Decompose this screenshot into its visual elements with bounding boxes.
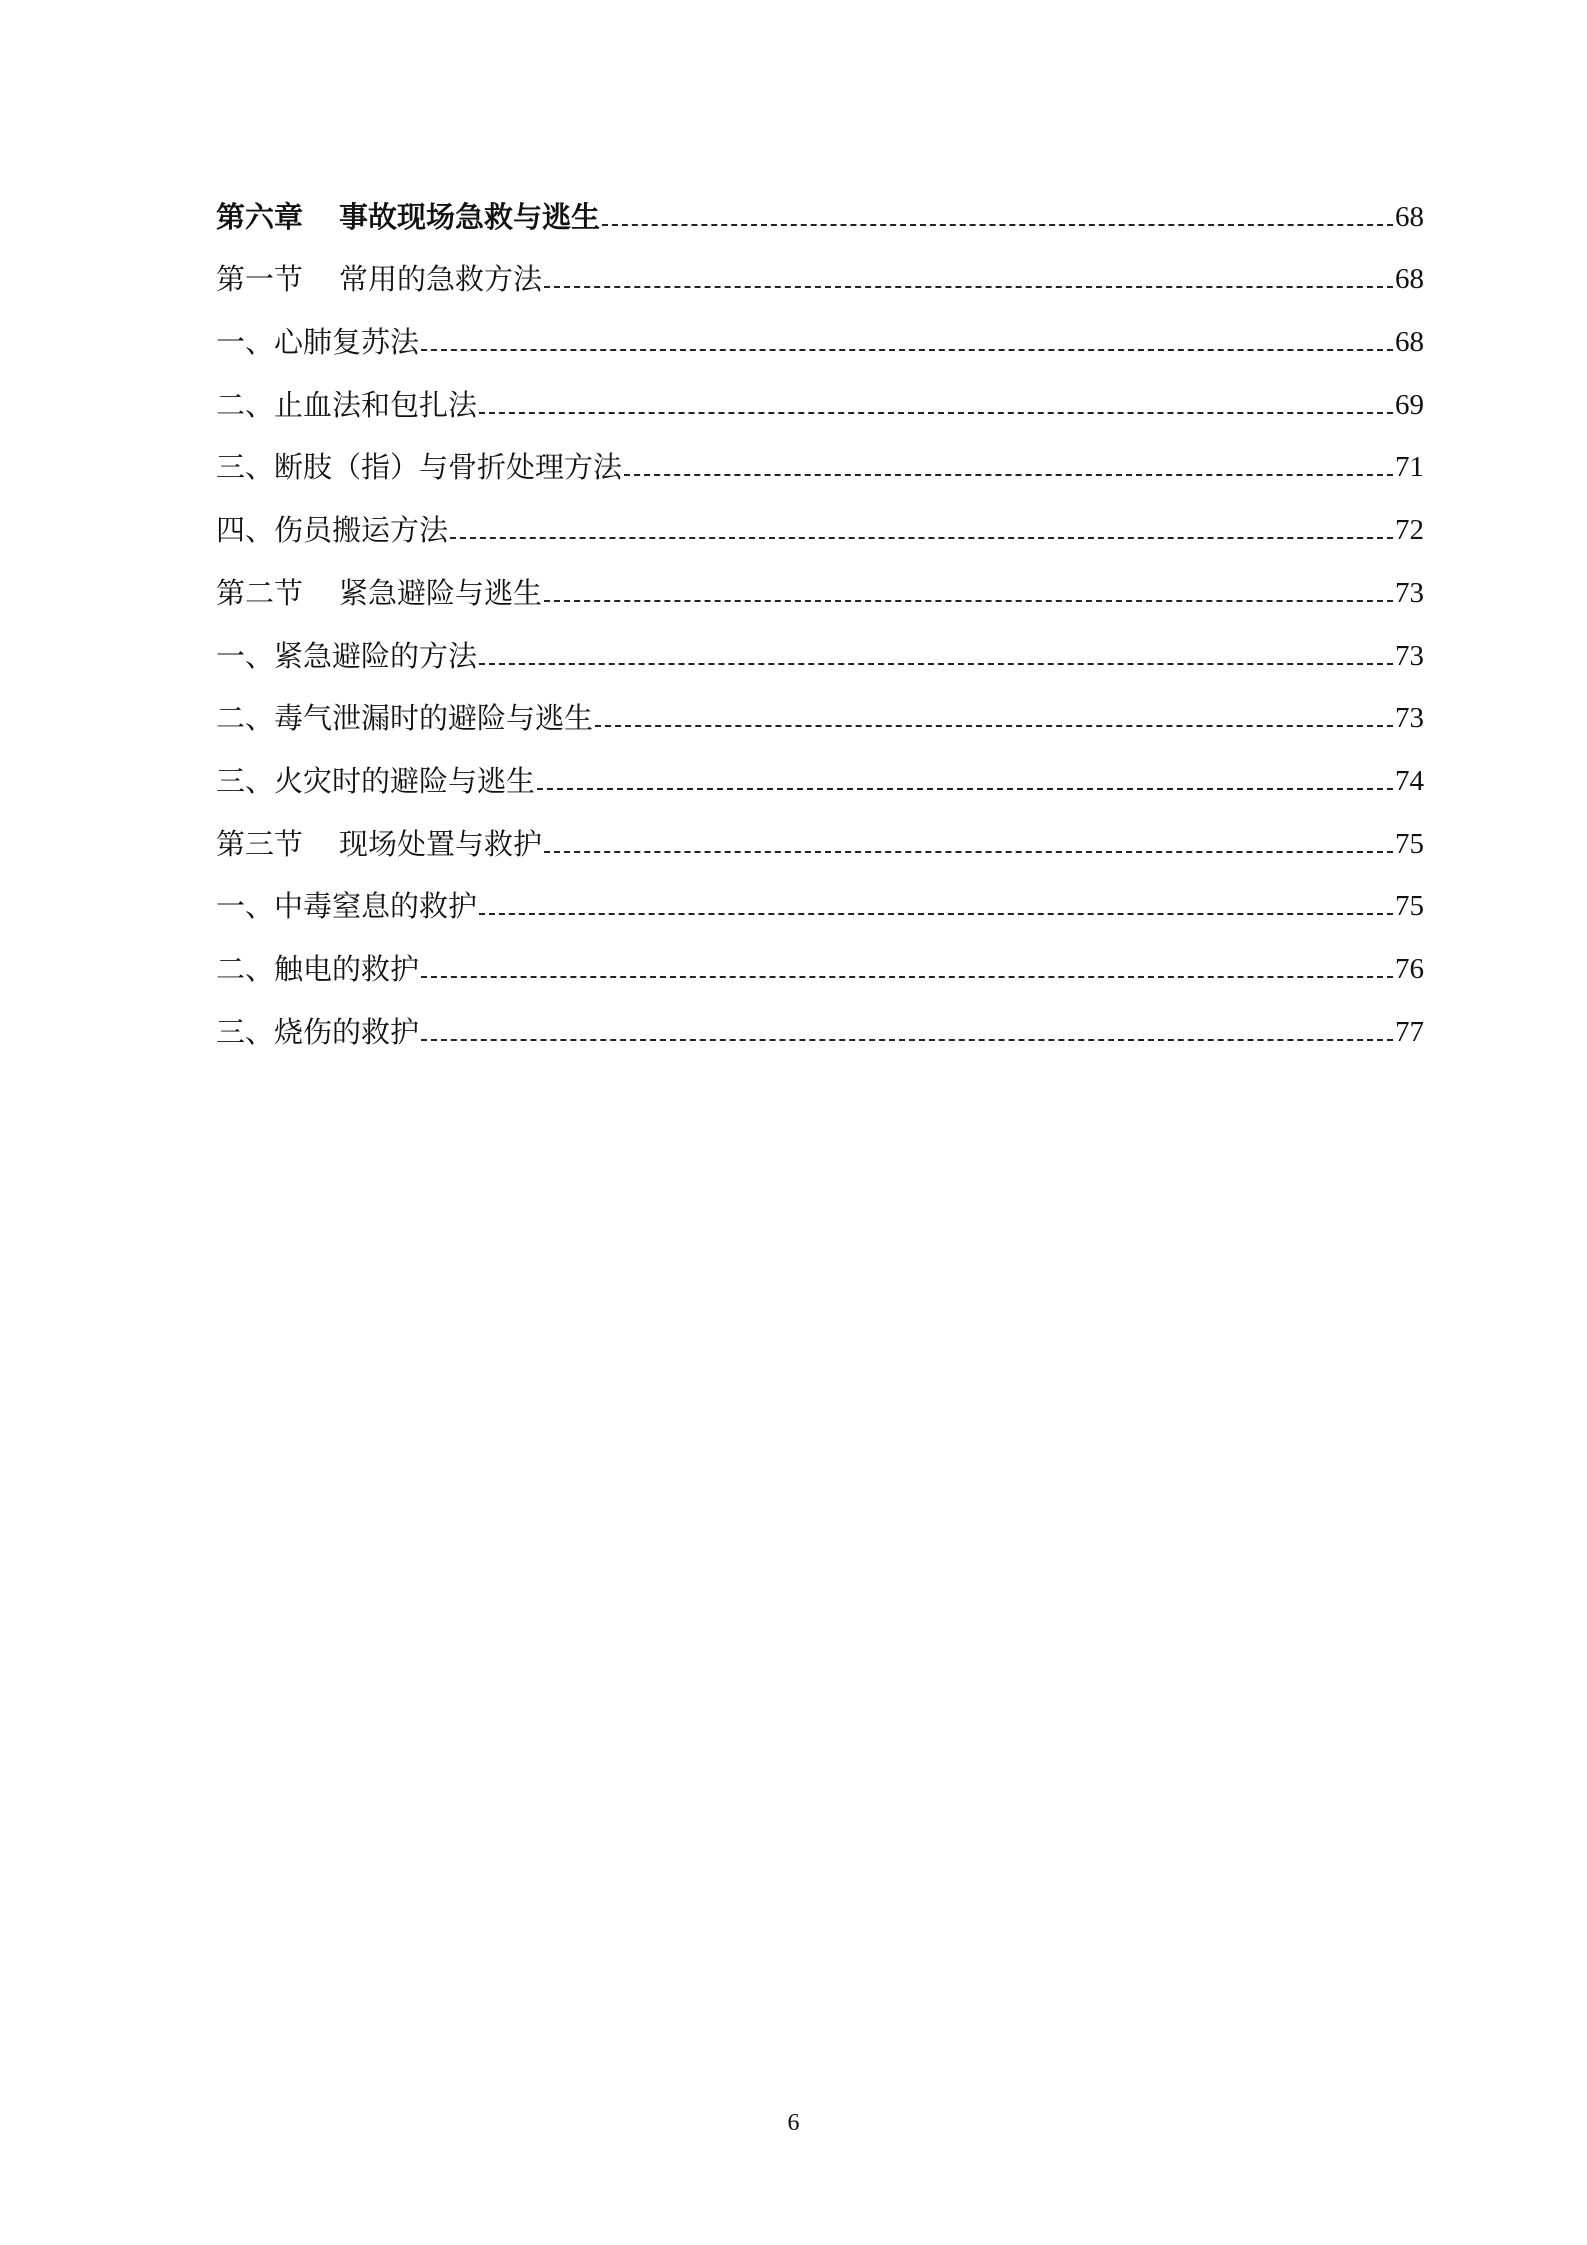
toc-entry-page: 73 — [1395, 639, 1424, 672]
toc-entry[interactable] — [216, 924, 1424, 987]
page-number: 6 — [787, 2110, 800, 2136]
toc-entry-prefix: 第一节 — [216, 262, 304, 297]
toc-entry-label — [216, 575, 542, 611]
toc-entry-page: 69 — [1395, 388, 1424, 421]
toc-leader — [421, 1039, 1393, 1041]
toc-entry-page: 71 — [1395, 451, 1424, 484]
toc-leader — [595, 725, 1393, 727]
toc-leader — [479, 412, 1393, 414]
toc-entry[interactable] — [216, 548, 1424, 611]
toc-entry-title: 常用的急救方法 — [339, 262, 543, 297]
toc-entry-title: 二、毒气泄漏时的避险与逃生 — [216, 701, 594, 736]
toc-leader — [544, 851, 1393, 853]
toc-entry-label — [216, 261, 542, 297]
toc-leader — [537, 788, 1393, 790]
toc-leader — [602, 224, 1393, 226]
toc-entry[interactable] — [216, 485, 1424, 548]
toc-leader — [421, 976, 1393, 978]
toc-entry-page: 68 — [1395, 200, 1424, 233]
toc-entry-title: 一、紧急避险的方法 — [216, 638, 478, 673]
toc-entry-title: 二、止血法和包扎法 — [216, 387, 478, 422]
toc-entry[interactable] — [216, 674, 1424, 737]
toc-entry-label — [216, 199, 600, 235]
toc-entry-page: 75 — [1395, 827, 1424, 860]
toc-entry-page: 72 — [1395, 514, 1424, 547]
toc-leader — [450, 537, 1393, 539]
toc-entry-title: 一、心肺复苏法 — [216, 325, 420, 360]
toc-entry[interactable] — [216, 736, 1424, 799]
toc-entry-title: 三、断肢（指）与骨折处理方法 — [216, 450, 623, 485]
toc-leader — [479, 663, 1393, 665]
toc-entry-title: 事故现场急救与逃生 — [339, 199, 601, 234]
toc-entry-page: 75 — [1395, 890, 1424, 923]
toc-leader — [544, 286, 1393, 288]
toc-entry-title: 三、火灾时的避险与逃生 — [216, 763, 536, 798]
toc-entry[interactable] — [216, 360, 1424, 423]
toc-entry[interactable] — [216, 799, 1424, 862]
toc-entry[interactable] — [216, 235, 1424, 298]
toc-entry-title: 三、烧伤的救护 — [216, 1014, 420, 1049]
toc-leader — [479, 913, 1393, 915]
toc-entry-title: 现场处置与救护 — [339, 826, 543, 861]
toc-entry-page: 74 — [1395, 764, 1424, 797]
toc-entry-page: 68 — [1395, 263, 1424, 296]
toc-entry[interactable] — [216, 423, 1424, 486]
toc-leader — [624, 474, 1393, 476]
toc-entry-title: 紧急避险与逃生 — [339, 575, 543, 610]
toc-entry-title: 一、中毒窒息的救护 — [216, 889, 478, 924]
toc-entry-label — [216, 826, 542, 862]
toc-leader — [544, 600, 1393, 602]
toc-entry-page: 76 — [1395, 952, 1424, 985]
toc-entry-page: 68 — [1395, 326, 1424, 359]
toc-entry-title: 四、伤员搬运方法 — [216, 513, 449, 548]
toc-entry-prefix: 第六章 — [216, 199, 304, 234]
toc-entry[interactable] — [216, 862, 1424, 925]
toc-entry[interactable] — [216, 987, 1424, 1050]
toc-entry-prefix: 第二节 — [216, 575, 304, 610]
toc-entry-prefix: 第三节 — [216, 826, 304, 861]
toc-entry-page: 77 — [1395, 1015, 1424, 1048]
toc-entry[interactable] — [216, 172, 1424, 235]
toc-entry-page: 73 — [1395, 576, 1424, 609]
toc-entry-page: 73 — [1395, 702, 1424, 735]
toc-leader — [421, 349, 1393, 351]
table-of-contents — [216, 172, 1424, 1050]
toc-entry-title: 二、触电的救护 — [216, 951, 420, 986]
toc-entry[interactable] — [216, 611, 1424, 674]
toc-entry[interactable] — [216, 297, 1424, 360]
